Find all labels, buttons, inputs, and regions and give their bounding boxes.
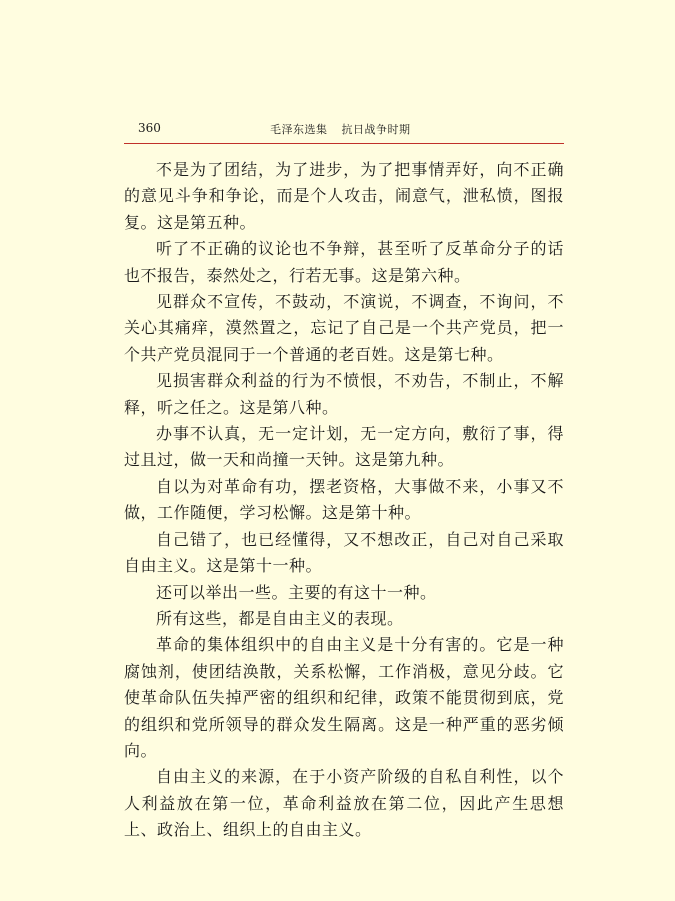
running-title (270, 121, 411, 137)
paragraph: 见损害群众利益的行为不愤恨，不劝告，不制止，不解释，听之任之。这是第八种。 (124, 371, 564, 417)
paragraph: 不是为了团结，为了进步，为了把事情弄好，向不正确的意见斗争和争论，而是个人攻击，闹意气，泄私愤，图报复。这是第五种。 (124, 160, 564, 232)
paragraph: 自以为对革命有功，摆老资格，大事做不来，小事又不做，工作随便，学习松懈。这是第十种。 (124, 476, 564, 523)
paragraph: 听了不正确的议论也不争辩，甚至听了反革命分子的话也不报告，泰然处之，行若无事。这是第六种。 (124, 239, 564, 285)
body-text (124, 157, 564, 844)
page-header (124, 121, 564, 144)
page-number: 360 (138, 121, 161, 135)
paragraph: 自己错了，也已经懂得，又不想改正，自己对自己采取自由主义。这是第十一种。 (124, 529, 564, 576)
paragraph: 办事不认真，无一定计划，无一定方向，敷衍了事，得过且过，做一天和尚撞一天钟。这是第九种。 (124, 424, 564, 470)
section-title: 抗日战争时期 (341, 123, 411, 136)
paragraph: 还可以举出一些。主要的有这十一种。 (156, 582, 437, 602)
paragraph: 见群众不宣传，不鼓动，不演说，不调查，不询问，不关心其痛痒，漠然置之，忘记了自己是一个共产党员，把一个共产党员混同于一个普通的老百姓。这是第七种。 (124, 292, 564, 364)
paragraph: 自由主义的来源，在于小资产阶级的自私自利性，以个人利益放在第一位，革命利益放在第二位，因此产生思想上、政治上、组织上的自由主义。 (124, 767, 564, 840)
paragraph: 革命的集体组织中的自由主义是十分有害的。它是一种腐蚀剂，使团结涣散，关系松懈，工作消极，意见分歧。它使革命队伍失掉严密的组织和纪律，政策不能贯彻到底，党的组织和党所领导的群众发生隔离。这是一种严重的恶劣倾向。 (124, 635, 564, 760)
paragraph: 所有这些，都是自由主义的表现。 (156, 608, 404, 628)
book-title: 毛泽东选集 (270, 123, 328, 136)
